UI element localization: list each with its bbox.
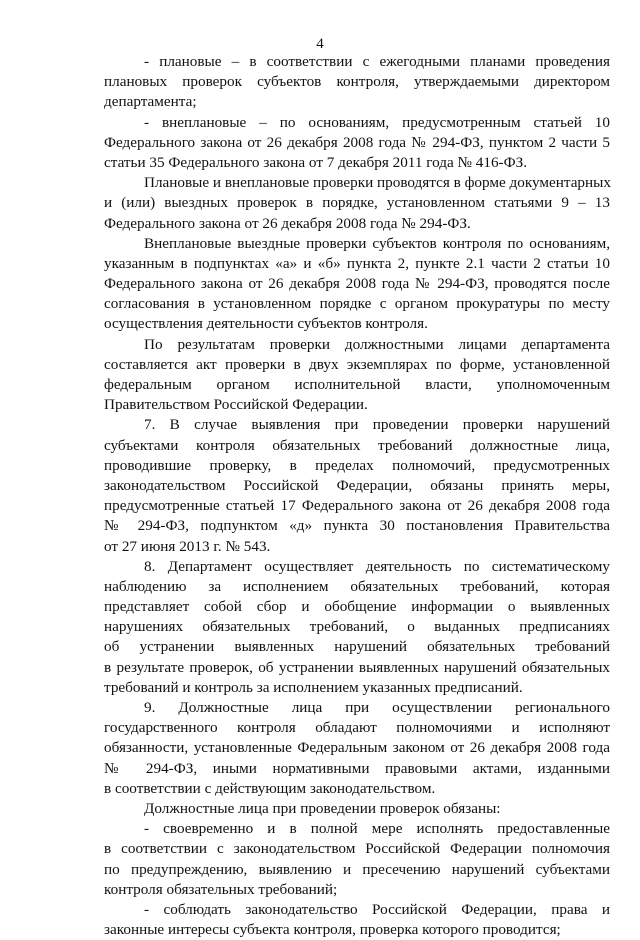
text-line: осуществления деятельности субъектов контроля.	[104, 315, 428, 333]
paragraph	[104, 113, 610, 174]
paragraph	[104, 698, 610, 799]
paragraph	[104, 52, 610, 113]
text-line: Федерального закона от 26 декабря 2008 года № 294-ФЗ.	[104, 214, 471, 232]
text-line: указанным в подпунктах «а» и «б» пункта 2, пункте 2.1 части 2 статьи 10	[104, 254, 610, 272]
text-line: законные интересы субъекта контроля, проверка которого проводится;	[104, 921, 561, 939]
text-line: - своевременно и в полной мере исполнять предоставленные	[144, 820, 610, 838]
text-line: от 27 июня 2013 г. № 543.	[104, 537, 271, 555]
text-line: нарушениях обязательных требований, о выданных предписаниях	[104, 618, 610, 636]
text-line: по предупреждению, выявлению и пресечению нарушений субъектами	[104, 860, 610, 878]
document-body	[104, 52, 610, 940]
paragraph	[104, 819, 610, 900]
text-line: Правительством Российской Федерации.	[104, 396, 368, 414]
text-line: субъектами контроля обязательных требований должностные лица,	[104, 436, 610, 454]
text-line: и (или) выездных проверок в порядке, установленном статьями 9 – 13	[104, 194, 610, 212]
text-line: плановых проверок субъектов контроля, утверждаемыми директором	[104, 73, 610, 91]
text-line: в результате проверок, об устранении выявленных нарушений обязательных	[104, 658, 610, 676]
text-line: № 294-ФЗ, иными нормативными правовыми актами, изданными	[104, 759, 610, 777]
text-line: обязанности, установленные Федеральным законом от 26 декабря 2008 года	[104, 739, 610, 757]
text-line: Должностные лица при проведении проверок обязаны:	[144, 799, 501, 817]
text-line: 9. Должностные лица при осуществлении регионального	[144, 699, 610, 716]
text-line: 8. Департамент осуществляет деятельность по систематическому	[144, 557, 610, 575]
text-line: Федерального закона от 26 декабря 2008 года № 294-ФЗ, проводятся после	[104, 275, 610, 293]
text-line: требований и контроль за исполнением указанных предписаний.	[104, 678, 523, 696]
text-line: в соответствии с действующим законодательством.	[104, 779, 436, 797]
text-line: - плановые – в соответствии с ежегодными планами проведения	[144, 53, 610, 70]
text-line: представляет собой сбор и обобщение информации о выявленных	[104, 598, 610, 616]
text-line: составляется акт проверки в двух экземплярах по форме, установленной	[104, 355, 610, 373]
text-line: - соблюдать законодательство Российской Федерации, права и	[144, 900, 610, 918]
text-line: федеральным органом исполнительной власти, уполномоченным	[104, 376, 610, 393]
paragraph	[104, 415, 610, 556]
text-line: статьи 35 Федерального закона от 7 декабря 2011 года № 416-ФЗ.	[104, 153, 528, 171]
text-line: законодательством Российской Федерации, обязаны принять меры,	[104, 476, 610, 494]
text-line: Федерального закона от 26 декабря 2008 года № 294-ФЗ, пунктом 2 части 5	[104, 133, 610, 151]
paragraph	[104, 900, 610, 940]
paragraph	[104, 799, 610, 819]
paragraph	[104, 173, 610, 234]
paragraph	[104, 335, 610, 416]
text-line: проводившие проверку, в пределах полномочий, предусмотренных	[104, 456, 610, 474]
text-line: Внеплановые выездные проверки субъектов контроля по основаниям,	[144, 234, 610, 252]
text-line: По результатам проверки должностными лицами департамента	[144, 335, 610, 353]
text-line: государственного контроля обладают полномочиями и исполняют	[104, 719, 610, 737]
text-line: в соответствии с законодательством Российской Федерации полномочия	[104, 840, 610, 858]
text-line: департамента;	[104, 93, 197, 111]
page-number: 4	[316, 36, 324, 52]
paragraph	[104, 234, 610, 335]
text-line: 7. В случае выявления при проведении проверки нарушений	[144, 416, 610, 434]
text-line: контроля обязательных требований;	[104, 880, 338, 898]
text-line: согласования в установленном порядке с органом прокуратуры по месту	[104, 295, 610, 313]
text-line: об устранении выявленных нарушений обязательных требований	[104, 638, 610, 656]
text-line: Плановые и внеплановые проверки проводятся в форме документарных	[144, 174, 611, 192]
text-line: № 294-ФЗ, подпунктом «д» пункта 30 постановления Правительства	[104, 517, 610, 535]
text-line: - внеплановые – по основаниям, предусмотренным статьей 10	[144, 113, 610, 131]
text-line: предусмотренные статьей 17 Федерального закона от 26 декабря 2008 года	[104, 497, 610, 515]
paragraph	[104, 557, 610, 698]
text-line: наблюдению за исполнением обязательных требований, которая	[104, 577, 610, 595]
